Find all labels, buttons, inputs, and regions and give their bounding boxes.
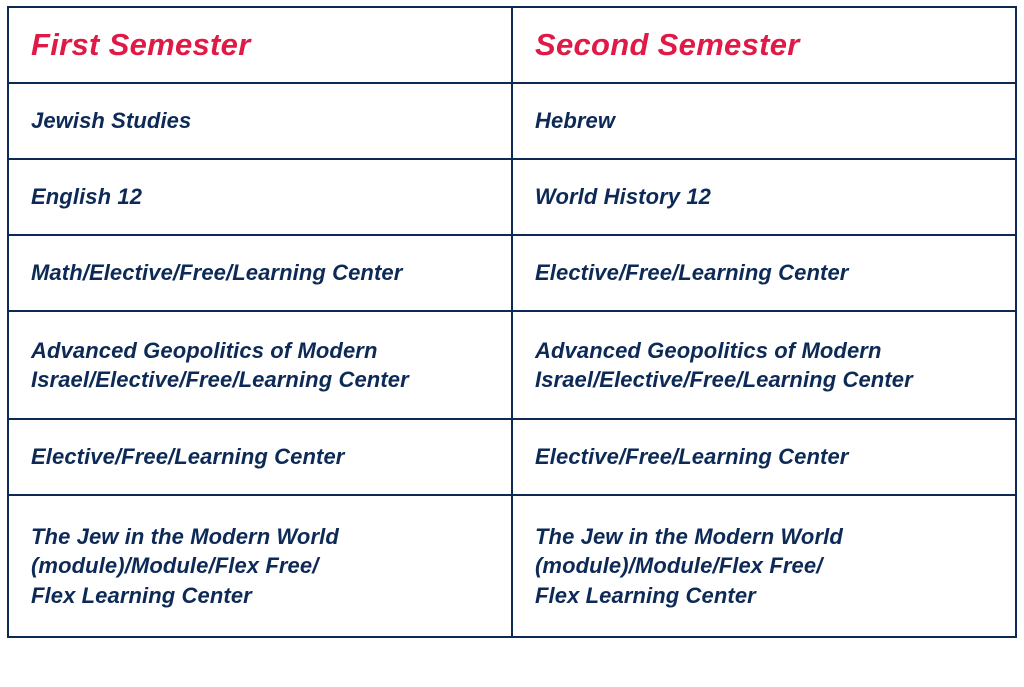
course-label: The Jew in the Modern World (module)/Module/Flex Free/ Flex Learning Center: [535, 524, 843, 608]
table-row: [8, 159, 1016, 235]
semester-schedule-table: [7, 6, 1017, 638]
cell-second-semester: [512, 235, 1016, 311]
cell-second-semester: [512, 311, 1016, 419]
cell-first-semester: [8, 311, 512, 419]
column-header-first-semester: [8, 7, 512, 83]
course-label: Advanced Geopolitics of Modern Israel/Elective/Free/Learning Center: [31, 337, 409, 392]
cell-first-semester: [8, 159, 512, 235]
cell-second-semester: [512, 83, 1016, 159]
table-header: [8, 7, 1016, 83]
cell-first-semester: [8, 83, 512, 159]
cell-first-semester: [8, 495, 512, 637]
course-label: English 12: [31, 184, 143, 210]
cell-first-semester: [8, 419, 512, 495]
table-row: [8, 419, 1016, 495]
cell-second-semester: [512, 159, 1016, 235]
course-label: Elective/Free/Learning Center: [535, 444, 849, 470]
table-row: [8, 495, 1016, 637]
header-row: [8, 7, 1016, 83]
course-label: World History 12: [535, 184, 712, 210]
column-header-second-semester: [512, 7, 1016, 83]
table-body: [8, 83, 1016, 637]
cell-second-semester: [512, 419, 1016, 495]
course-label: Elective/Free/Learning Center: [535, 260, 849, 286]
table-row: [8, 235, 1016, 311]
course-label: Jewish Studies: [31, 108, 192, 134]
cell-first-semester: [8, 235, 512, 311]
cell-second-semester: [512, 495, 1016, 637]
course-label: Hebrew: [535, 108, 616, 134]
column-header-second-semester-label: Second Semester: [535, 26, 800, 62]
table-row: [8, 83, 1016, 159]
course-label: Elective/Free/Learning Center: [31, 444, 345, 470]
column-header-first-semester-label: First Semester: [31, 26, 251, 62]
course-label: Math/Elective/Free/Learning Center: [31, 260, 403, 286]
table-row: [8, 311, 1016, 419]
course-label: Advanced Geopolitics of Modern Israel/Elective/Free/Learning Center: [535, 337, 913, 392]
course-label: The Jew in the Modern World (module)/Module/Flex Free/ Flex Learning Center: [31, 524, 339, 608]
